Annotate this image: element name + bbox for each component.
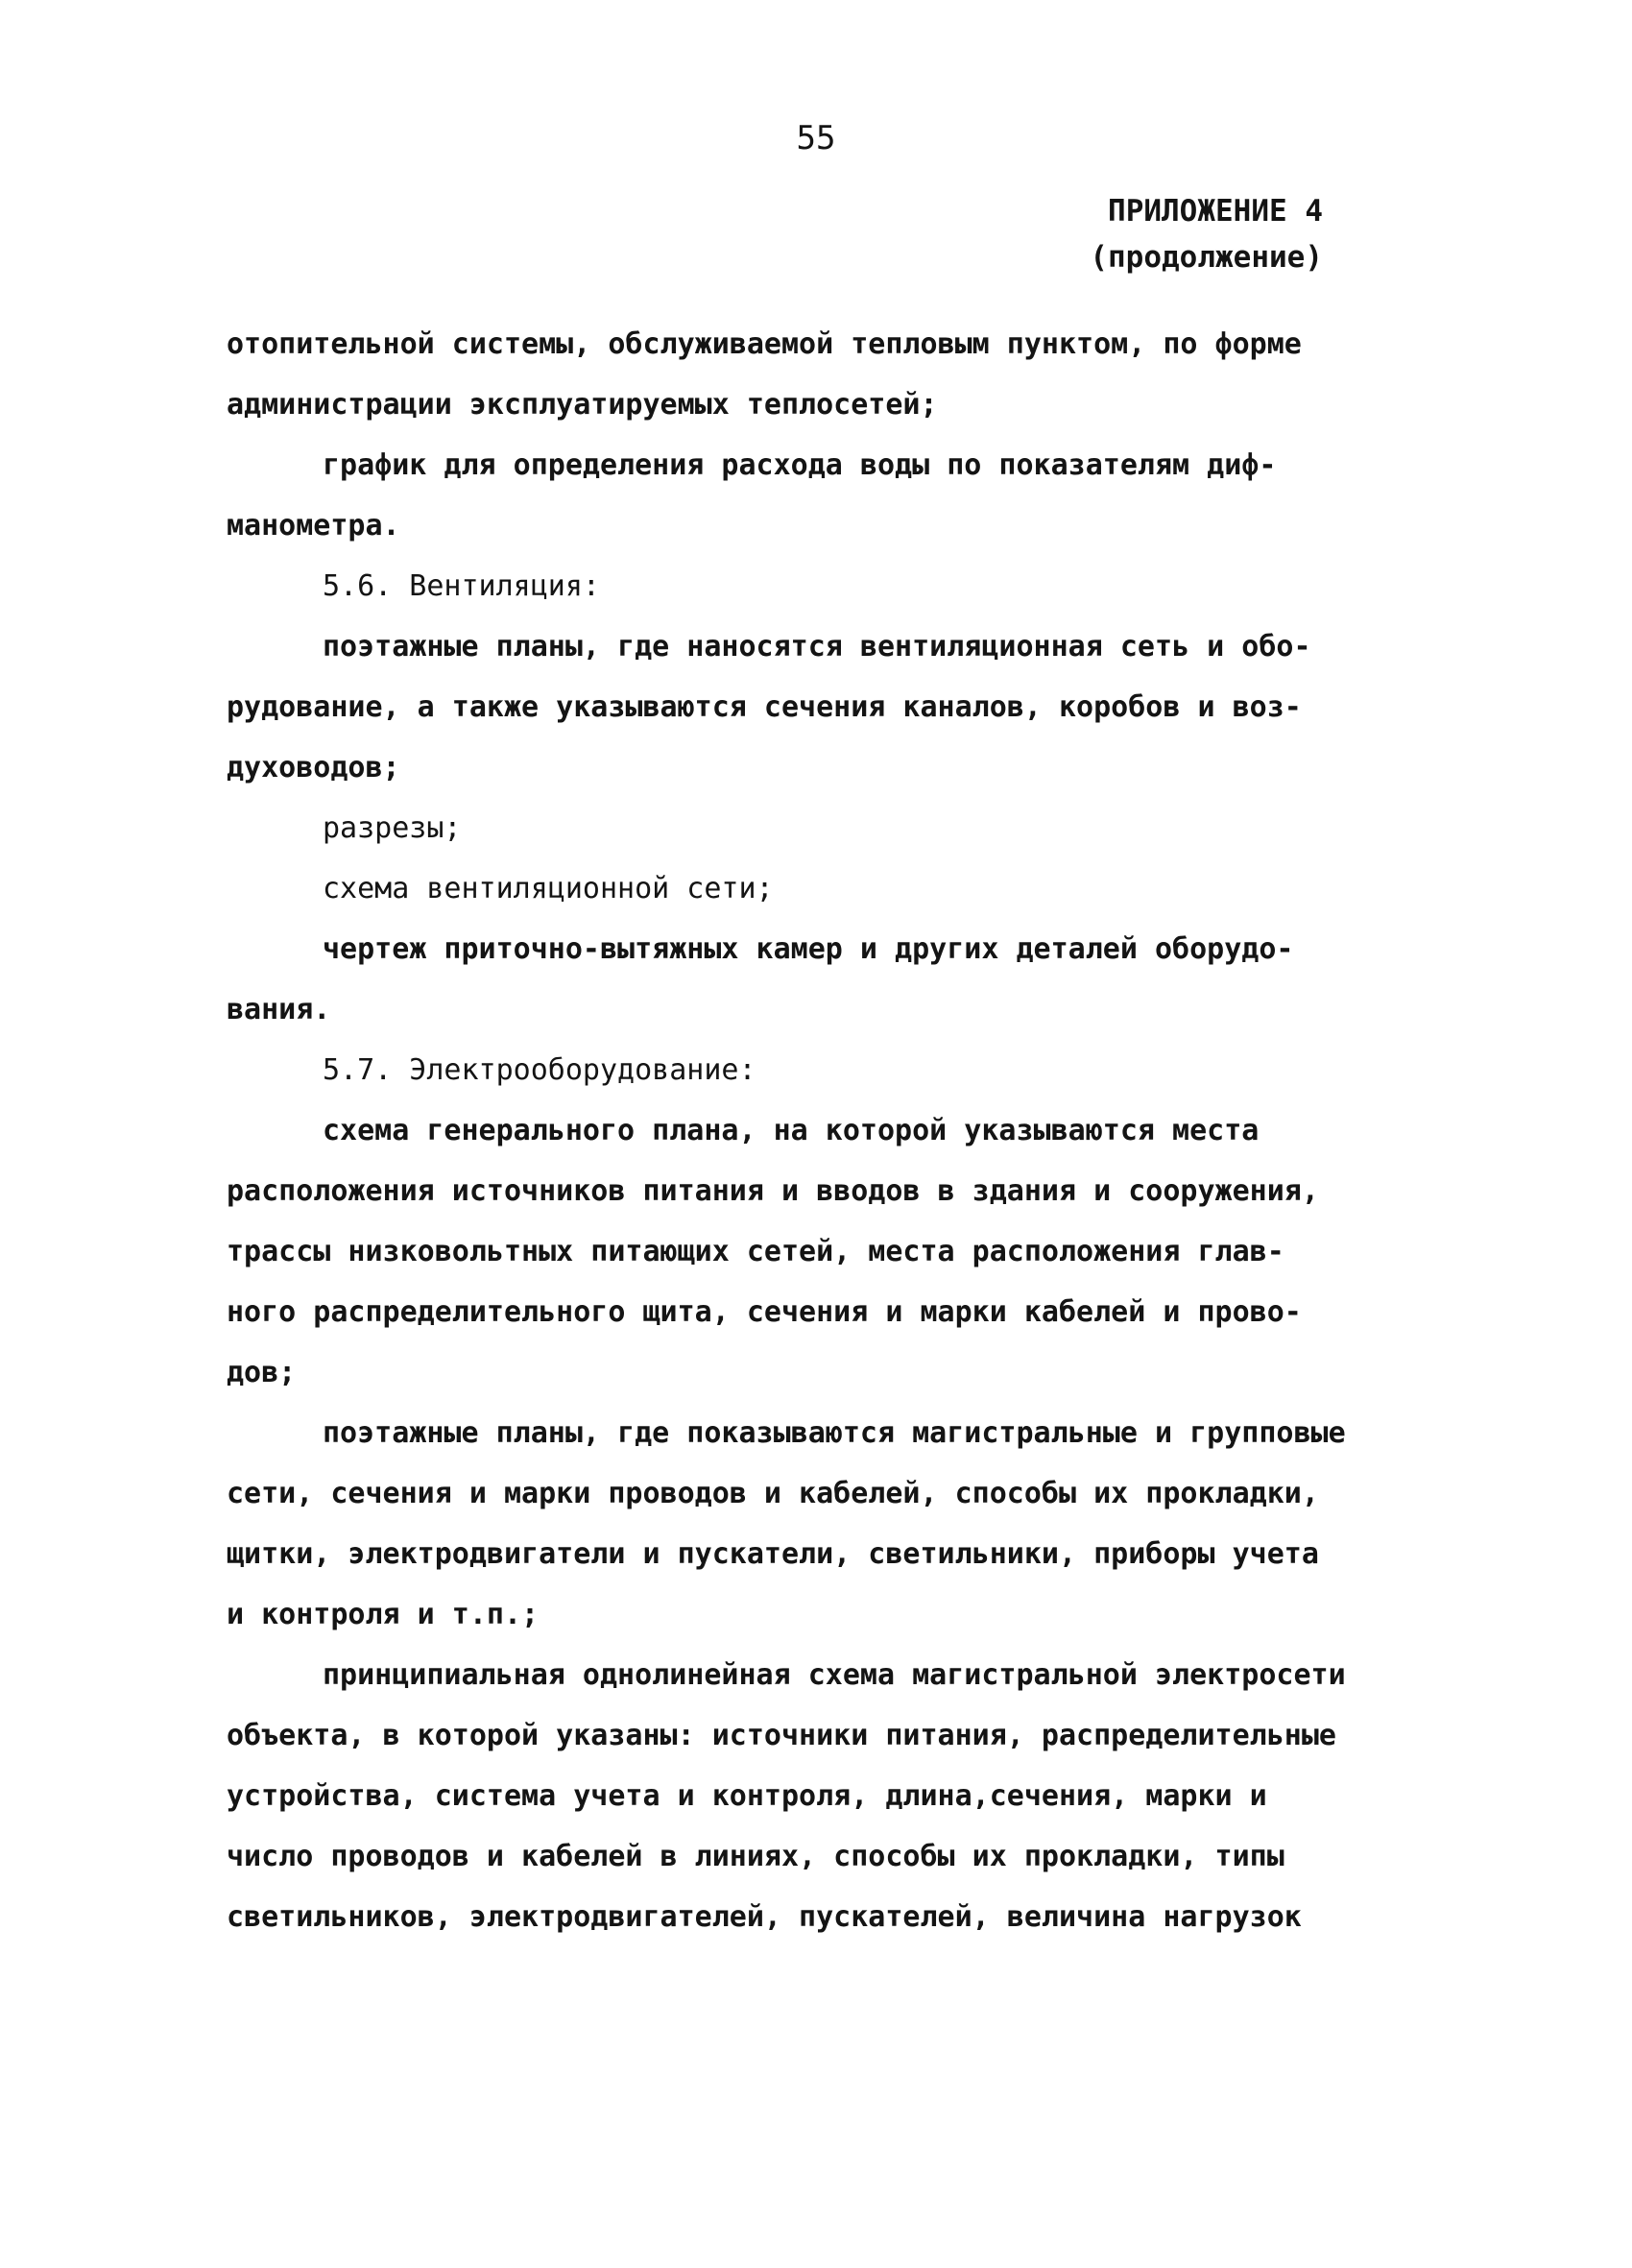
text-line: и контроля и т.п.; — [227, 1598, 540, 1631]
appendix-subtitle: (продолжение) — [1090, 240, 1323, 275]
text-line: манометра. — [227, 509, 400, 543]
text-line: устройства, система учета и контроля, длина,сечения, марки и — [227, 1779, 1267, 1813]
text-line: разрезы; — [323, 811, 462, 845]
body-text — [227, 314, 1436, 1947]
text-line: поэтажные планы, где наносятся вентиляционная сеть и обо- — [323, 630, 1311, 664]
text-line: светильников, электродвигателей, пускателей, величина нагрузок — [227, 1900, 1302, 1934]
text-line: администрации эксплуатируемых теплосетей; — [227, 388, 938, 422]
text-line: чертеж приточно-вытяжных камер и других деталей оборудо- — [323, 932, 1294, 966]
text-line: схема генерального плана, на которой указываются места — [323, 1114, 1260, 1147]
text-line: трассы низковольтных питающих сетей, места расположения глав- — [227, 1235, 1284, 1268]
text-line: сети, сечения и марки проводов и кабелей, способы их прокладки, — [227, 1477, 1319, 1510]
text-line: щитки, электродвигатели и пускатели, светильники, приборы учета — [227, 1537, 1319, 1571]
text-line: 5.7. Электрооборудование: — [323, 1053, 756, 1087]
appendix-heading — [1090, 188, 1323, 280]
text-line: рудование, а также указываются сечения каналов, коробов и воз- — [227, 690, 1302, 724]
text-line: схема вентиляционной сети; — [323, 872, 774, 905]
text-line: объекта, в которой указаны: источники питания, распределительные — [227, 1719, 1336, 1752]
text-line: число проводов и кабелей в линиях, способы их прокладки, типы — [227, 1840, 1284, 1873]
text-line: духоводов; — [227, 751, 400, 784]
text-line: дов; — [227, 1356, 297, 1389]
text-line: поэтажные планы, где показываются магистральные и групповые — [323, 1416, 1346, 1450]
appendix-title: ПРИЛОЖЕНИЕ 4 — [1108, 194, 1323, 229]
text-line: 5.6. Вентиляция: — [323, 569, 600, 603]
text-line: ного распределительного щита, сечения и марки кабелей и прово- — [227, 1295, 1302, 1329]
text-line: отопительной системы, обслуживаемой тепловым пунктом, по форме — [227, 327, 1302, 361]
text-line: график для определения расхода воды по показателям диф- — [323, 448, 1277, 482]
text-line: принципиальная однолинейная схема магистральной электросети — [323, 1658, 1346, 1692]
text-line: расположения источников питания и вводов в здания и сооружения, — [227, 1174, 1319, 1208]
page-number: 55 — [796, 119, 836, 157]
text-line: вания. — [227, 993, 331, 1026]
